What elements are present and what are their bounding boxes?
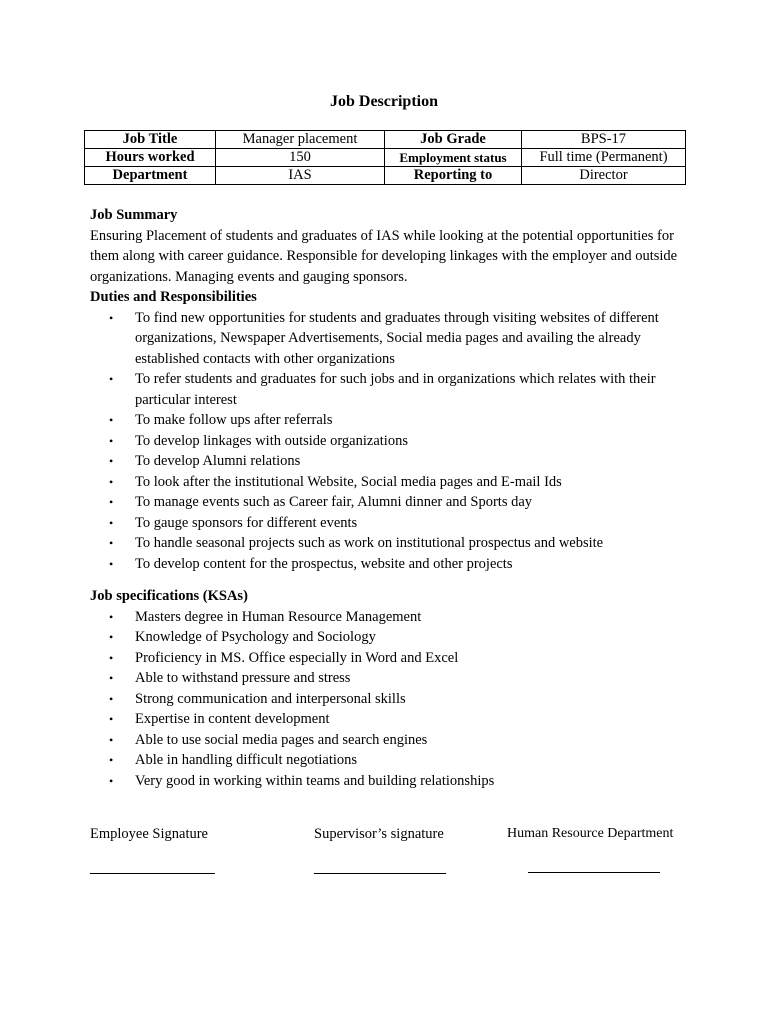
list-item [109, 750, 690, 771]
bullet-icon: • [109, 495, 114, 509]
list-item-text: Expertise in content development [135, 711, 330, 727]
employee-signature-block [90, 826, 215, 874]
list-item [109, 607, 690, 628]
document-body [90, 205, 690, 791]
hr-signature-block [507, 826, 692, 873]
hours-worked-label: Hours worked [85, 149, 216, 167]
bullet-icon: • [109, 310, 114, 325]
bullet-icon: • [109, 556, 114, 571]
job-title-label: Job Title [85, 131, 216, 149]
list-item [109, 689, 690, 710]
list-item [109, 410, 690, 431]
job-info-table [84, 130, 686, 185]
signature-section [90, 826, 690, 886]
list-item-text: Proficiency in MS. Office especially in Word and Excel [135, 649, 459, 666]
list-item-text: To look after the institutional Website, Social media pages and E-mail Ids [135, 473, 562, 490]
bullet-icon: • [109, 773, 114, 788]
list-item-text: Able in handling difficult negotiations [135, 752, 358, 768]
bullet-icon: • [109, 691, 114, 706]
list-item [109, 431, 690, 452]
bullet-icon: • [109, 474, 114, 489]
duties-heading: Duties and Responsibilities [90, 289, 257, 305]
job-grade-label: Job Grade [385, 131, 522, 149]
job-summary-heading: Job Summary [90, 207, 178, 223]
list-item [109, 648, 690, 669]
hr-signature-line [528, 860, 660, 873]
employee-signature-label: Employee Signature [90, 826, 208, 842]
list-item [109, 492, 690, 513]
bullet-icon: • [109, 650, 114, 665]
job-grade-value: BPS-17 [522, 131, 686, 149]
bullet-icon: • [109, 671, 114, 685]
bullet-icon: • [109, 753, 114, 767]
list-item-text: Very good in working within teams and building relationships [135, 772, 495, 789]
list-item [109, 627, 690, 648]
list-item [109, 668, 690, 689]
job-summary-text: Ensuring Placement of students and graduates of IAS while looking at the potential opportunities for them along with career guidance. Responsible for developing linkages with the employer and outside organizations. Managing events and gauging sponsors. [90, 227, 678, 285]
list-item-text: To gauge sponsors for different events [135, 514, 358, 531]
list-item-text: To make follow ups after referrals [135, 412, 333, 428]
bullet-icon: • [109, 372, 114, 386]
list-item-text: Strong communication and interpersonal skills [135, 690, 406, 707]
table-row [85, 131, 686, 149]
list-item-text: To manage events such as Career fair, Alumni dinner and Sports day [135, 494, 533, 510]
department-value: IAS [216, 167, 385, 185]
list-item-text: Knowledge of Psychology and Sociology [135, 629, 376, 645]
bullet-icon: • [109, 609, 114, 624]
bullet-icon: • [109, 413, 114, 427]
specs-list [90, 607, 690, 792]
list-item [109, 513, 690, 534]
list-item-text: Able to use social media pages and search engines [135, 731, 428, 748]
supervisor-signature-block [314, 826, 446, 874]
employment-status-label: Employment status [385, 149, 522, 167]
list-item [109, 709, 690, 730]
list-item [109, 771, 690, 792]
bullet-icon: • [109, 630, 114, 644]
list-item-text: To develop linkages with outside organizations [135, 432, 408, 449]
bullet-icon: • [109, 536, 114, 550]
department-label: Department [85, 167, 216, 185]
list-item-text: To find new opportunities for students and graduates through visiting websites of different organizations, Newspaper Advertisements, Social media pages and availing the already established contacts with other organizations [135, 309, 659, 367]
list-item-text: Able to withstand pressure and stress [135, 670, 351, 686]
bullet-icon: • [109, 454, 114, 468]
reporting-to-value: Director [522, 167, 686, 185]
specs-heading: Job specifications (KSAs) [90, 588, 248, 604]
supervisor-signature-line [314, 861, 446, 874]
bullet-icon: • [109, 515, 114, 530]
employee-signature-line [90, 861, 215, 874]
list-item-text: To develop content for the prospectus, website and other projects [135, 555, 513, 572]
list-item-text: To handle seasonal projects such as work on institutional prospectus and website [135, 535, 604, 551]
duties-list [90, 308, 690, 575]
bullet-icon: • [109, 712, 114, 726]
reporting-to-label: Reporting to [385, 167, 522, 185]
employment-status-value: Full time (Permanent) [522, 149, 686, 167]
supervisor-signature-label: Supervisor’s signature [314, 826, 444, 842]
bullet-icon: • [109, 433, 114, 448]
bullet-icon: • [109, 732, 114, 747]
list-item [109, 308, 690, 370]
list-item [109, 554, 690, 575]
list-item-text: Masters degree in Human Resource Management [135, 608, 422, 625]
job-title-value: Manager placement [216, 131, 385, 149]
table-row [85, 149, 686, 167]
list-item [109, 730, 690, 751]
document-title: Job Description [330, 93, 438, 110]
list-item [109, 472, 690, 493]
hr-signature-label: Human Resource Department [507, 826, 674, 841]
list-item [109, 451, 690, 472]
list-item-text: To develop Alumni relations [135, 453, 301, 469]
table-row [85, 167, 686, 185]
list-item-text: To refer students and graduates for such jobs and in organizations which relates with their particular interest [135, 371, 656, 408]
list-item [109, 369, 690, 410]
hours-worked-value: 150 [216, 149, 385, 167]
list-item [109, 533, 690, 554]
